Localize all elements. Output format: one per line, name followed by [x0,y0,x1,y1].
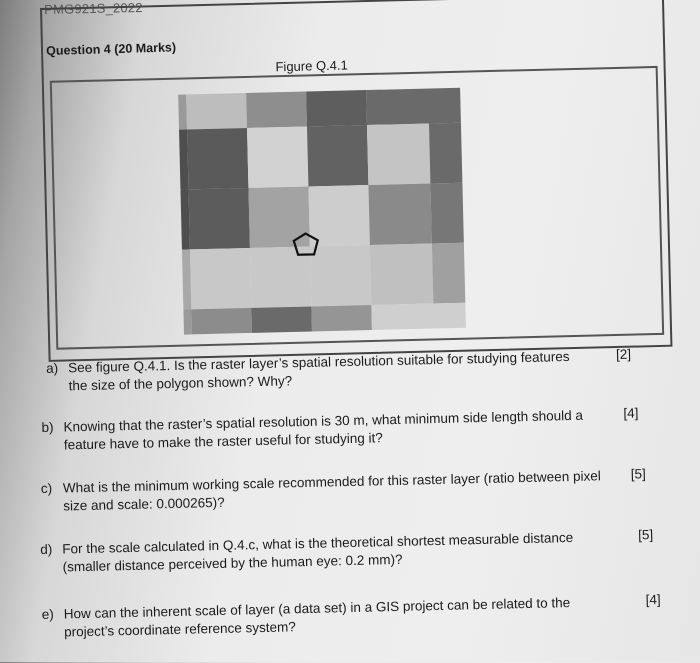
question-label: b) [41,419,54,435]
question-title: Question 4 (20 Marks) [46,40,177,58]
figure-caption: Figure Q.4.1 [275,57,348,75]
question-label: e) [41,606,54,623]
marks: [2] [615,346,632,362]
marks: [4] [645,591,661,608]
question-label: d) [40,541,53,558]
question-text: How can the inherent scale of layer (a data set) in a GIS project can be related to the project’s coordinate reference system? [63,595,571,640]
marks: [5] [637,527,654,543]
marks: [5] [630,466,646,482]
document-header: PMG921S_2022 [44,0,143,17]
question-label: a) [46,360,59,376]
marks: [4] [623,405,639,421]
question-text: See figure Q.4.1. Is the raster layer’s spatial resolution suitable for studying features the size of the polygon shown? Why? [68,348,570,394]
question-text: What is the minimum working scale recommended for this raster layer (ratio between pixel size and scale: 0.000265)? [62,468,601,514]
question-text: For the scale calculated in Q.4.c, what is the theoretical shortest measurable distance (smaller distance perceived by the human eye: 0.2 mm)? [62,529,574,575]
question-label: c) [40,480,53,497]
question-text: Knowing that the raster’s spatial resolution is 30 m, what minimum side length should a feature have to make the raster useful for studying it? [63,407,584,453]
